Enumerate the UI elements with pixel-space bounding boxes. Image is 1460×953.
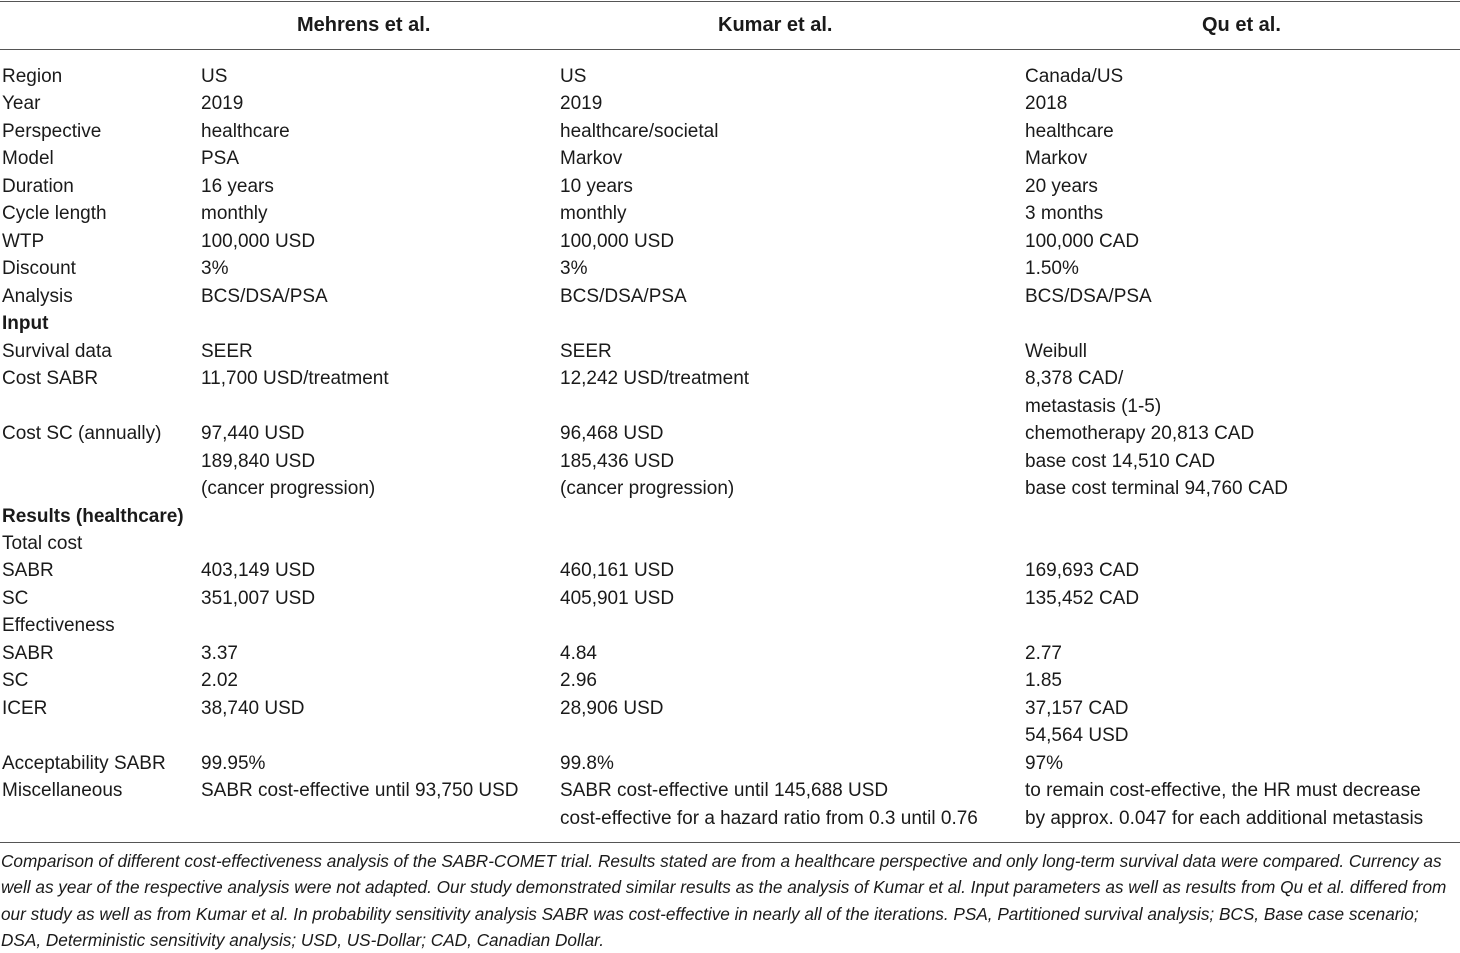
row-label: WTP: [2, 230, 45, 252]
cell-mehrens: monthly: [201, 203, 268, 225]
cell-qu: [1025, 612, 1460, 639]
table-row: [0, 338, 1460, 365]
table-row: [0, 393, 1460, 420]
table-caption: Comparison of different cost-effectiveness analysis of the SABR-COMET trial. Results stated are from a healthcare perspective and only long-term survival data were compared. Currency as well as year of the respective analysis were not adapted. Our study demonstrated similar results as the analysis of Kumar et al. Input parameters as well as results from Qu et al. differed from our study as well as from Kumar et al. In probability sensitivity analysis SABR was cost-effective in nearly all of the iterations. PSA, Partitioned survival analysis; BCS, Base case scenario; DSA, Deterministic sensitivity analysis; USD, US-Dollar; CAD, Canadian Dollar.: [1, 851, 1447, 950]
cell-qu: 97%: [1025, 752, 1064, 774]
table-row: [0, 750, 1460, 777]
cell-mehrens: US: [201, 66, 228, 87]
row-label: Discount: [2, 258, 76, 280]
cell-mehrens: 351,007 USD: [201, 587, 316, 609]
section-row: [0, 503, 1460, 530]
table-row: [0, 63, 1460, 90]
table-row: [0, 557, 1460, 584]
row-label: Total cost: [2, 532, 83, 554]
cell-mehrens: [201, 530, 560, 557]
cell-kumar: 4.84: [560, 642, 597, 664]
row-label: Year: [2, 93, 41, 115]
table-bottom-rule: [0, 842, 1460, 843]
cell-kumar: 405,901 USD: [560, 587, 675, 609]
table-row: [0, 585, 1460, 612]
row-label: Analysis: [2, 285, 73, 307]
row-label: [0, 805, 201, 832]
cell-kumar: 3%: [560, 258, 588, 280]
table-row: [0, 228, 1460, 255]
table-header-rule: [0, 49, 1460, 50]
table-row: [0, 448, 1460, 475]
cell-kumar: Markov: [560, 148, 623, 170]
table-row: [0, 365, 1460, 392]
table-top-rule: [0, 1, 1460, 2]
row-label: Cycle length: [2, 203, 107, 225]
cell-mehrens: BCS/DSA/PSA: [201, 285, 328, 307]
cell-qu: 37,157 CAD: [1025, 697, 1129, 719]
table-row: [0, 530, 1460, 557]
table-row: [0, 695, 1460, 722]
row-label: Cost SABR: [2, 368, 99, 390]
cell-kumar: 28,906 USD: [560, 697, 664, 719]
cell-qu: 3 months: [1025, 203, 1104, 225]
cell-kumar: SEER: [560, 340, 612, 362]
table-row: [0, 722, 1460, 749]
cell-qu: Weibull: [1025, 340, 1087, 362]
section-row: [0, 310, 1460, 337]
row-label: [0, 475, 201, 502]
cell-mehrens: SABR cost-effective until 93,750 USD: [201, 780, 519, 802]
cell-mehrens: [201, 805, 560, 832]
cell-mehrens: 97,440 USD: [201, 423, 305, 445]
row-label: [0, 722, 201, 749]
table-row: [0, 612, 1460, 639]
cell-qu: healthcare: [1025, 120, 1114, 142]
cell-qu: 169,693 CAD: [1025, 560, 1140, 582]
cell-qu: base cost 14,510 CAD: [1025, 450, 1216, 472]
table-row: [0, 118, 1460, 145]
cell-kumar: healthcare/societal: [560, 120, 719, 142]
cell-mehrens: (cancer progression): [201, 478, 376, 500]
row-label: Model: [2, 148, 54, 170]
cell-qu: to remain cost-effective, the HR must decrease: [1025, 780, 1421, 802]
table-row: [0, 667, 1460, 694]
comparison-table: [0, 63, 1460, 832]
section-label: Results (healthcare): [2, 505, 184, 527]
cell-kumar: 2.96: [560, 670, 597, 692]
row-label: Survival data: [2, 340, 112, 362]
cell-mehrens: 38,740 USD: [201, 697, 305, 719]
cell-qu: 1.85: [1025, 670, 1062, 692]
cell-kumar: (cancer progression): [560, 478, 735, 500]
cell-kumar: 12,242 USD/treatment: [560, 368, 750, 390]
cell-qu: base cost terminal 94,760 CAD: [1025, 478, 1288, 500]
table-row: [0, 255, 1460, 282]
cell-mehrens: 100,000 USD: [201, 230, 316, 252]
cell-qu: 54,564 USD: [1025, 725, 1129, 747]
row-label: ICER: [2, 697, 48, 719]
cell-mehrens: 2019: [201, 93, 244, 115]
cell-kumar: 10 years: [560, 175, 633, 197]
row-label: Acceptability SABR: [2, 752, 166, 774]
cell-kumar: [560, 612, 1025, 639]
cell-mehrens: 11,700 USD/treatment: [201, 368, 389, 390]
table-row: [0, 420, 1460, 447]
row-label: SC: [2, 587, 29, 609]
cell-mehrens: [201, 722, 560, 749]
cell-qu: 100,000 CAD: [1025, 230, 1140, 252]
row-label: [0, 448, 201, 475]
column-header-mehrens: Mehrens et al.: [297, 14, 431, 36]
section-label: Input: [2, 313, 49, 335]
cell-kumar: [560, 530, 1025, 557]
column-header-kumar: Kumar et al.: [718, 14, 833, 36]
row-label: SABR: [2, 560, 54, 582]
row-label: Region: [2, 66, 63, 87]
cell-mehrens: 189,840 USD: [201, 450, 316, 472]
cell-mehrens: 16 years: [201, 175, 274, 197]
cell-qu: [1025, 530, 1460, 557]
cell-kumar: US: [560, 66, 587, 87]
row-label: Effectiveness: [2, 615, 115, 637]
cell-qu: Canada/US: [1025, 66, 1124, 87]
cell-qu: 8,378 CAD/: [1025, 368, 1124, 390]
cell-mehrens: PSA: [201, 148, 240, 170]
cell-mehrens: 403,149 USD: [201, 560, 316, 582]
cell-mehrens: 3.37: [201, 642, 238, 664]
cell-qu: 2018: [1025, 93, 1068, 115]
row-label: Cost SC (annually): [2, 423, 162, 445]
cell-kumar: monthly: [560, 203, 627, 225]
cell-qu: Markov: [1025, 148, 1088, 170]
table-body: [0, 63, 1460, 832]
table-row: [0, 777, 1460, 804]
row-label: Duration: [2, 175, 74, 197]
column-header-qu: Qu et al.: [1202, 14, 1281, 36]
cell-kumar: [560, 722, 1025, 749]
row-label: [0, 393, 201, 420]
cell-kumar: 185,436 USD: [560, 450, 675, 472]
cell-kumar: [560, 393, 1025, 420]
cell-qu: 2.77: [1025, 642, 1062, 664]
table-row: [0, 475, 1460, 502]
cell-kumar: 2019: [560, 93, 603, 115]
row-label: Perspective: [2, 120, 102, 142]
table-row: [0, 200, 1460, 227]
cell-kumar: SABR cost-effective until 145,688 USD: [560, 780, 889, 802]
cell-qu: 20 years: [1025, 175, 1098, 197]
cell-qu: chemotherapy 20,813 CAD: [1025, 423, 1255, 445]
row-label: SC: [2, 670, 29, 692]
cell-qu: BCS/DSA/PSA: [1025, 285, 1152, 307]
table-row: [0, 283, 1460, 310]
cell-qu: metastasis (1-5): [1025, 395, 1162, 417]
table-row: [0, 173, 1460, 200]
row-label: Miscellaneous: [2, 780, 123, 802]
row-label: SABR: [2, 642, 54, 664]
cell-qu: 1.50%: [1025, 258, 1079, 280]
table-row: [0, 640, 1460, 667]
cell-kumar: BCS/DSA/PSA: [560, 285, 687, 307]
cell-mehrens: [201, 612, 560, 639]
cell-qu: by approx. 0.047 for each additional metastasis: [1025, 807, 1424, 829]
cell-mehrens: 2.02: [201, 670, 238, 692]
cell-mehrens: SEER: [201, 340, 253, 362]
table-row: [0, 145, 1460, 172]
cell-kumar: 99.8%: [560, 752, 614, 774]
cell-kumar: cost-effective for a hazard ratio from 0.3 until 0.76: [560, 807, 978, 829]
table-row: [0, 90, 1460, 117]
cell-kumar: 460,161 USD: [560, 560, 675, 582]
cell-qu: 135,452 CAD: [1025, 587, 1140, 609]
cell-mehrens: [201, 393, 560, 420]
cell-kumar: 96,468 USD: [560, 423, 664, 445]
cell-mehrens: healthcare: [201, 120, 290, 142]
cell-mehrens: 99.95%: [201, 752, 266, 774]
table-row: [0, 805, 1460, 832]
cell-kumar: 100,000 USD: [560, 230, 675, 252]
cell-mehrens: 3%: [201, 258, 229, 280]
